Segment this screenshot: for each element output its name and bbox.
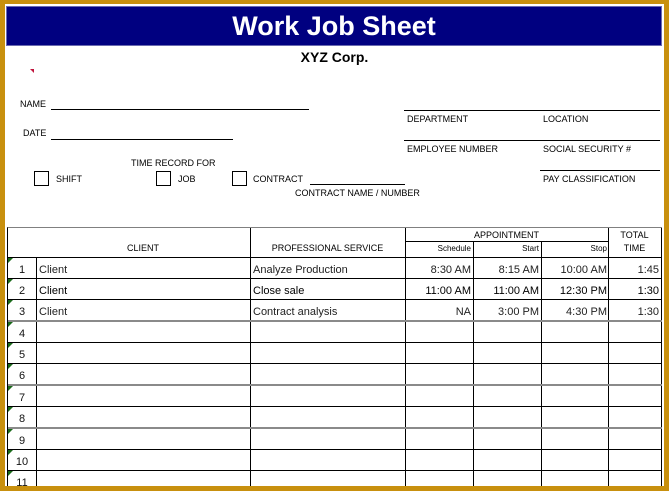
column-header-total: TOTAL (620, 230, 649, 240)
cell-note-icon (8, 258, 13, 263)
row-number: 9 (18, 435, 26, 447)
job-label: JOB (178, 174, 196, 184)
pay-classification-label: PAY CLASSIFICATION (543, 174, 636, 184)
department-label: DEPARTMENT (407, 114, 469, 124)
date-field[interactable] (51, 139, 233, 140)
company-name: XYZ Corp. (300, 49, 369, 65)
job-checkbox[interactable] (156, 171, 171, 186)
row-number: 3 (18, 306, 26, 318)
schedule-cell[interactable]: NA (455, 306, 471, 318)
row-number: 10 (15, 456, 29, 468)
stop-cell[interactable]: 12:30 PM (559, 285, 607, 297)
column-header-service: PROFESSIONAL SERVICE (271, 243, 384, 253)
column-header-total-time: TIME (623, 243, 646, 253)
location-label: LOCATION (543, 114, 589, 124)
cell-note-icon (8, 322, 13, 327)
cell-note-icon (8, 407, 13, 412)
schedule-cell[interactable]: 11:00 AM (425, 285, 471, 297)
contract-name-label: CONTRACT NAME / NUMBER (295, 188, 420, 198)
start-cell[interactable]: 8:15 AM (498, 264, 539, 276)
date-label: DATE (23, 128, 47, 138)
total-cell[interactable]: 1:45 (637, 264, 659, 276)
work-job-sheet (5, 4, 664, 486)
schedule-cell[interactable]: 8:30 AM (430, 264, 471, 276)
shift-checkbox[interactable] (34, 171, 49, 186)
shift-label: SHIFT (56, 174, 82, 184)
service-cell[interactable]: Contract analysis (253, 306, 338, 318)
total-cell[interactable]: 1:30 (637, 306, 659, 318)
contract-label: CONTRACT (253, 174, 303, 184)
stop-cell[interactable]: 10:00 AM (560, 264, 607, 276)
cell-note-icon (8, 386, 13, 391)
row-number: 4 (18, 328, 26, 340)
row-number: 1 (18, 264, 26, 276)
row-number: 6 (18, 370, 26, 382)
column-header-start: Start (522, 244, 539, 253)
column-header-schedule: Schedule (437, 244, 471, 253)
contract-name-field[interactable] (310, 184, 405, 185)
cell-note-icon (8, 364, 13, 369)
job-table (7, 227, 662, 486)
cell-note-icon (8, 343, 13, 348)
service-cell[interactable]: Close sale (253, 285, 305, 297)
client-cell[interactable]: Client (39, 264, 68, 276)
total-cell[interactable]: 1:30 (637, 285, 659, 297)
start-cell[interactable]: 3:00 PM (498, 306, 539, 318)
client-cell[interactable]: Client (39, 306, 68, 318)
stop-cell[interactable]: 4:30 PM (566, 306, 607, 318)
page-title: Work Job Sheet (232, 10, 436, 41)
time-record-label: TIME RECORD FOR (131, 158, 216, 168)
row-number: 2 (18, 285, 26, 297)
cell-note-icon (8, 279, 13, 284)
pay-classification-field[interactable] (540, 170, 660, 171)
row-number: 7 (18, 392, 26, 404)
row-number: 8 (18, 413, 26, 425)
cell-note-icon (8, 300, 13, 305)
department-location-field[interactable] (404, 110, 660, 111)
name-label: NAME (20, 99, 47, 109)
column-header-stop: Stop (590, 244, 607, 253)
employee-ssn-field[interactable] (404, 140, 660, 141)
service-cell[interactable]: Analyze Production (253, 264, 348, 276)
column-header-appointment: APPOINTMENT (473, 230, 539, 240)
row-number: 11 (16, 477, 28, 486)
cell-note-icon (8, 429, 13, 434)
client-cell[interactable]: Client (39, 285, 68, 297)
start-cell[interactable]: 11:00 AM (493, 285, 539, 297)
title-banner (6, 6, 662, 46)
row-number: 5 (18, 349, 26, 361)
contract-checkbox[interactable] (232, 171, 247, 186)
social-security-label: SOCIAL SECURITY # (543, 144, 632, 154)
employee-number-label: EMPLOYEE NUMBER (407, 144, 499, 154)
cell-note-icon (8, 450, 13, 455)
cell-note-icon (8, 471, 13, 476)
comment-indicator-icon[interactable] (30, 69, 34, 73)
name-field[interactable] (51, 109, 309, 110)
column-header-client: CLIENT (126, 243, 159, 253)
